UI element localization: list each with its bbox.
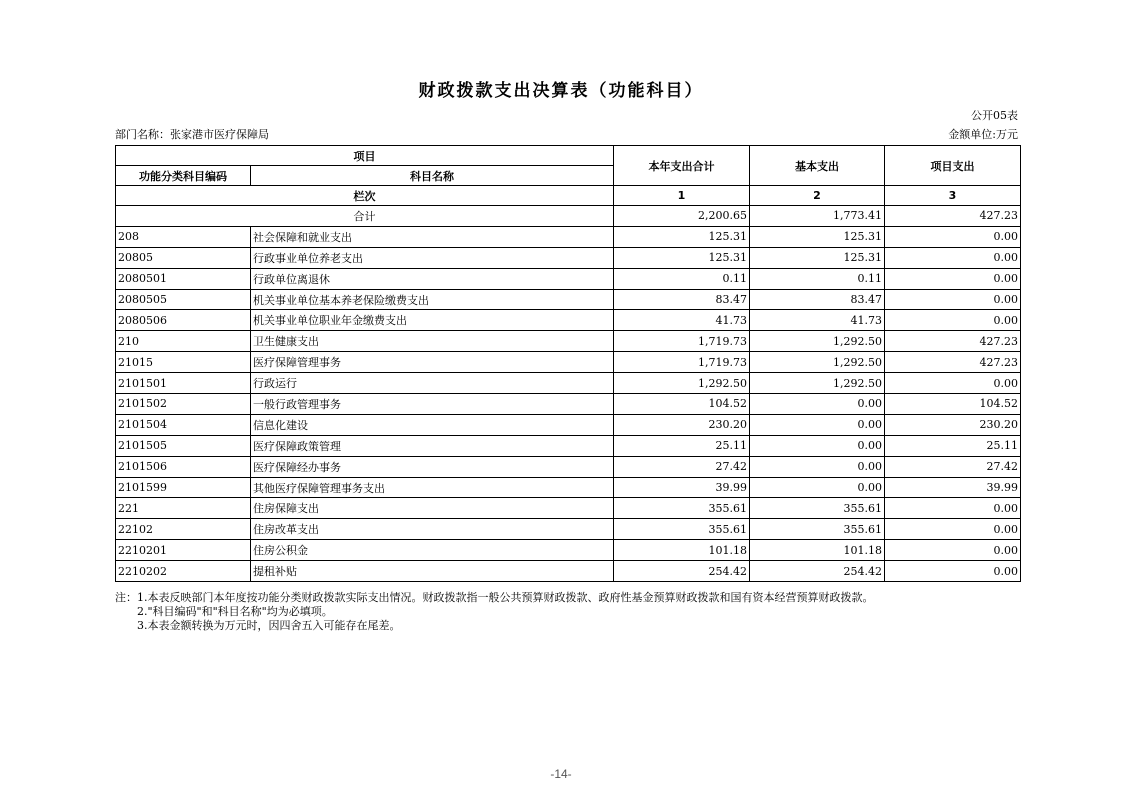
row-total: 39.99 <box>614 477 750 498</box>
table-row <box>116 289 1021 310</box>
total-row <box>116 206 1021 227</box>
row-total: 25.11 <box>614 435 750 456</box>
row-basic: 0.00 <box>750 456 885 477</box>
row-code: 2101506 <box>116 456 251 477</box>
page-number: -14- <box>550 767 572 781</box>
row-code: 2210202 <box>116 561 251 582</box>
row-total: 230.20 <box>614 414 750 435</box>
row-project: 39.99 <box>885 477 1021 498</box>
row-basic: 0.00 <box>750 394 885 415</box>
row-code: 2080506 <box>116 310 251 331</box>
header-total: 本年支出合计 <box>614 146 750 186</box>
row-basic: 355.61 <box>750 519 885 540</box>
row-code: 2101504 <box>116 414 251 435</box>
row-total: 355.61 <box>614 498 750 519</box>
table-body <box>116 226 1021 581</box>
row-code: 208 <box>116 226 251 247</box>
amount-unit: 金额单位:万元 <box>948 128 1018 141</box>
row-code: 2101505 <box>116 435 251 456</box>
row-name: 住房改革支出 <box>251 519 614 540</box>
row-code: 21015 <box>116 352 251 373</box>
row-name: 提租补贴 <box>251 561 614 582</box>
row-total: 1,292.50 <box>614 373 750 394</box>
row-total: 254.42 <box>614 561 750 582</box>
row-basic: 83.47 <box>750 289 885 310</box>
row-project: 104.52 <box>885 394 1021 415</box>
row-total: 101.18 <box>614 540 750 561</box>
table-row <box>116 226 1021 247</box>
row-project: 0.00 <box>885 268 1021 289</box>
row-basic: 0.00 <box>750 477 885 498</box>
row-name: 行政事业单位养老支出 <box>251 247 614 268</box>
department-name: 部门名称：张家港市医疗保障局 <box>115 128 269 141</box>
row-total: 1,719.73 <box>614 352 750 373</box>
row-total: 125.31 <box>614 247 750 268</box>
table-row <box>116 394 1021 415</box>
header-basic: 基本支出 <box>750 146 885 186</box>
row-code: 221 <box>116 498 251 519</box>
row-project: 427.23 <box>885 331 1021 352</box>
table-row <box>116 519 1021 540</box>
row-name: 其他医疗保障管理事务支出 <box>251 477 614 498</box>
row-project: 0.00 <box>885 373 1021 394</box>
row-basic: 0.00 <box>750 414 885 435</box>
row-total: 0.11 <box>614 268 750 289</box>
row-code: 210 <box>116 331 251 352</box>
row-project: 0.00 <box>885 289 1021 310</box>
notes <box>115 591 874 633</box>
note-line: 2."科目编码"和"科目名称"均为必填项。 <box>115 605 333 618</box>
row-total: 355.61 <box>614 519 750 540</box>
row-basic: 41.73 <box>750 310 885 331</box>
row-code: 20805 <box>116 247 251 268</box>
table-row <box>116 373 1021 394</box>
table-row <box>116 352 1021 373</box>
row-project: 0.00 <box>885 310 1021 331</box>
row-code: 2210201 <box>116 540 251 561</box>
row-name: 行政单位离退休 <box>251 268 614 289</box>
row-basic: 1,292.50 <box>750 373 885 394</box>
form-number: 公开05表 <box>971 109 1018 122</box>
row-name: 住房公积金 <box>251 540 614 561</box>
row-code: 2080501 <box>116 268 251 289</box>
row-project: 427.23 <box>885 352 1021 373</box>
row-name: 社会保障和就业支出 <box>251 226 614 247</box>
row-basic: 0.11 <box>750 268 885 289</box>
table-row <box>116 561 1021 582</box>
header-col2: 2 <box>750 186 885 206</box>
row-project: 0.00 <box>885 519 1021 540</box>
note-line: 注：1.本表反映部门本年度按功能分类财政拨款实际支出情况。财政拨款指一般公共预算财政拨款、政府性基金预算财政拨款和国有资本经营预算财政拨款。 <box>115 591 874 604</box>
row-total: 27.42 <box>614 456 750 477</box>
table-row <box>116 414 1021 435</box>
row-project: 230.20 <box>885 414 1021 435</box>
header-name: 科目名称 <box>251 166 614 186</box>
row-code: 2101502 <box>116 394 251 415</box>
header-item: 项目 <box>116 146 614 166</box>
row-basic: 254.42 <box>750 561 885 582</box>
row-code: 22102 <box>116 519 251 540</box>
row-project: 27.42 <box>885 456 1021 477</box>
expenditure-table <box>115 145 1021 582</box>
total-basic: 1,773.41 <box>750 206 885 227</box>
row-project: 0.00 <box>885 226 1021 247</box>
row-name: 医疗保障经办事务 <box>251 456 614 477</box>
row-project: 0.00 <box>885 247 1021 268</box>
total-total: 2,200.65 <box>614 206 750 227</box>
table-row <box>116 310 1021 331</box>
row-basic: 125.31 <box>750 247 885 268</box>
table-row <box>116 435 1021 456</box>
total-project: 427.23 <box>885 206 1021 227</box>
row-name: 机关事业单位基本养老保险缴费支出 <box>251 289 614 310</box>
row-name: 住房保障支出 <box>251 498 614 519</box>
row-project: 25.11 <box>885 435 1021 456</box>
row-name: 医疗保障管理事务 <box>251 352 614 373</box>
row-name: 卫生健康支出 <box>251 331 614 352</box>
header-col3: 3 <box>885 186 1021 206</box>
row-total: 1,719.73 <box>614 331 750 352</box>
row-name: 行政运行 <box>251 373 614 394</box>
row-code: 2080505 <box>116 289 251 310</box>
header-project: 项目支出 <box>885 146 1021 186</box>
page-title: 财政拨款支出决算表（功能科目） <box>418 81 704 101</box>
row-total: 83.47 <box>614 289 750 310</box>
row-total: 104.52 <box>614 394 750 415</box>
table-row <box>116 331 1021 352</box>
row-basic: 125.31 <box>750 226 885 247</box>
row-basic: 355.61 <box>750 498 885 519</box>
row-project: 0.00 <box>885 561 1021 582</box>
row-name: 医疗保障政策管理 <box>251 435 614 456</box>
row-project: 0.00 <box>885 498 1021 519</box>
row-basic: 101.18 <box>750 540 885 561</box>
row-name: 一般行政管理事务 <box>251 394 614 415</box>
table-row <box>116 268 1021 289</box>
header-col1: 1 <box>614 186 750 206</box>
row-total: 41.73 <box>614 310 750 331</box>
row-project: 0.00 <box>885 540 1021 561</box>
note-line: 3.本表金额转换为万元时，因四舍五入可能存在尾差。 <box>115 619 401 632</box>
table-row <box>116 247 1021 268</box>
row-basic: 1,292.50 <box>750 352 885 373</box>
row-code: 2101501 <box>116 373 251 394</box>
row-total: 125.31 <box>614 226 750 247</box>
row-name: 机关事业单位职业年金缴费支出 <box>251 310 614 331</box>
table-row <box>116 540 1021 561</box>
table-row <box>116 477 1021 498</box>
header-code: 功能分类科目编码 <box>116 166 251 186</box>
row-basic: 1,292.50 <box>750 331 885 352</box>
table-row <box>116 498 1021 519</box>
row-code: 2101599 <box>116 477 251 498</box>
row-basic: 0.00 <box>750 435 885 456</box>
total-label: 合计 <box>116 206 614 227</box>
table-row <box>116 456 1021 477</box>
header-column: 栏次 <box>116 186 614 206</box>
row-name: 信息化建设 <box>251 414 614 435</box>
